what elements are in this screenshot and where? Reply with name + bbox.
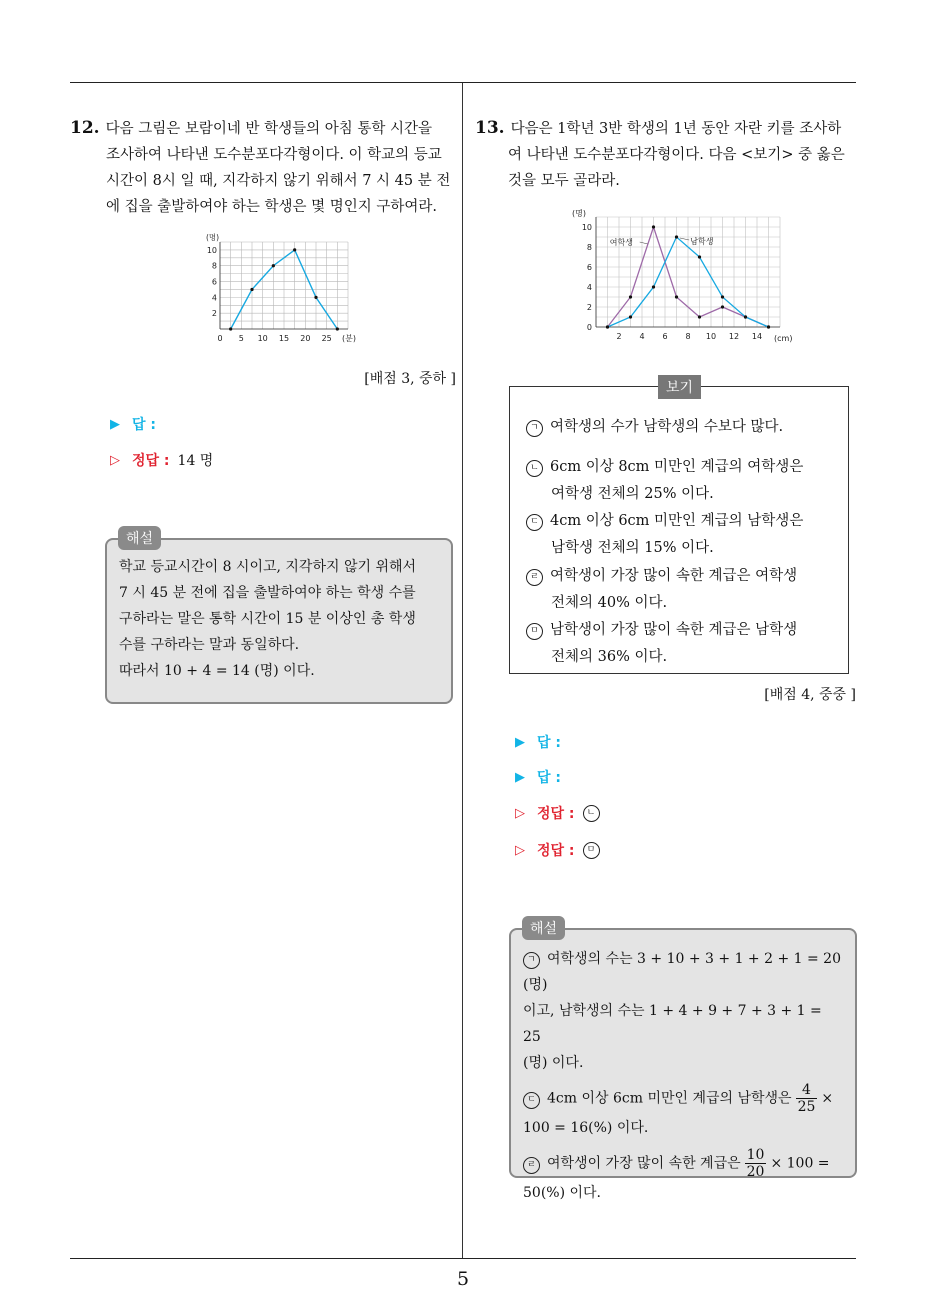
data-point [629, 315, 632, 318]
explain-line: 여학생의 수는 3 + 10 + 3 + 1 + 2 + 1 = 20 (명) [523, 951, 841, 993]
y-tick-label: 8 [211, 261, 217, 271]
bogi-item-text: 전체의 36% 이다. [551, 649, 668, 665]
x-tick-label: 15 [278, 334, 290, 343]
denominator: 25 [797, 1099, 816, 1115]
bogi-item [526, 563, 846, 617]
circled-mark: ㄱ [526, 420, 543, 437]
y-tick-label: 0 [586, 323, 592, 332]
circled-mark: ㄹ [523, 1157, 540, 1174]
data-point [675, 235, 678, 238]
q12-answer-row [110, 414, 164, 434]
data-point [314, 296, 317, 299]
x-tick-label: 10 [257, 334, 268, 343]
circled-mark: ㅁ [526, 623, 543, 640]
commute-time-chart [190, 228, 370, 348]
data-point [698, 315, 701, 318]
explain-line: 100 = 16(%) 이다. [523, 1120, 649, 1136]
numerator: 4 [796, 1082, 818, 1099]
q13-correct-row [515, 840, 607, 860]
circled-mark: ㄷ [523, 1092, 540, 1109]
correct-label: 정답 : [537, 806, 575, 822]
circled-mark: ㄹ [526, 569, 543, 586]
x-tick-label: 10 [705, 332, 717, 341]
data-point [767, 325, 770, 328]
page-number: 5 [456, 1268, 470, 1290]
answer-label: 답 : [537, 735, 561, 751]
x-tick-label: 12 [728, 332, 740, 341]
data-point [229, 327, 232, 330]
bogi-item-text: 여학생의 수가 남학생의 수보다 많다. [550, 419, 784, 435]
explain-tag: 해설 [118, 526, 161, 550]
x-tick-label: 5 [238, 334, 244, 343]
y-tick-label: 4 [211, 293, 217, 303]
q13-explanation-box [509, 928, 857, 1201]
q12-correct-row [110, 450, 213, 470]
y-tick-label: 6 [586, 263, 592, 272]
bogi-item-text: 남학생 전체의 15% 이다. [551, 540, 714, 556]
legend-leader [640, 242, 648, 244]
fraction [796, 1082, 818, 1115]
question-text-line: 조사하여 나타낸 도수분포다각형이다. 이 학교의 등교 [106, 147, 442, 163]
question-13 [475, 115, 865, 194]
data-point [250, 288, 253, 291]
correct-value: 14 명 [177, 453, 214, 469]
bogi-item-text: 전체의 40% 이다. [551, 595, 668, 611]
bottom-rule [70, 1258, 856, 1259]
explain-line: (명) 이다. [523, 1055, 584, 1071]
y-tick-label: 8 [586, 243, 592, 252]
bogi-item [526, 508, 846, 562]
bogi-item [526, 414, 846, 441]
explain-line: 구하라는 말은 통학 시간이 15 분 이상인 총 학생 [119, 611, 416, 627]
question-number: 12. [70, 118, 100, 138]
circled-mark: ㄱ [523, 952, 540, 969]
data-point [675, 295, 678, 298]
legend-label-boys: 남학생 [690, 237, 714, 246]
question-text-line: 에 집을 출발하여야 하는 학생은 몇 명인지 구하여라. [106, 199, 438, 215]
explain-line: 7 시 45 분 전에 집을 출발하여야 하는 학생 수를 [119, 585, 416, 601]
x-axis-label: (분) [342, 334, 356, 343]
explain-line: 여학생이 가장 많이 속한 계급은 [547, 1155, 741, 1172]
y-axis-label: (명) [206, 233, 220, 242]
x-axis-label: (cm) [774, 334, 793, 343]
height-growth-chart [560, 205, 800, 345]
y-axis-label: (명) [572, 209, 586, 218]
question-text-line: 것을 모두 골라라. [508, 173, 620, 189]
q13-answer-row [515, 767, 569, 787]
data-point [272, 264, 275, 267]
question-number: 13. [475, 118, 505, 138]
bogi-item-text: 여학생 전체의 25% 이다. [551, 486, 714, 502]
data-point [652, 225, 655, 228]
x-tick-label: 0 [217, 334, 223, 343]
data-point [744, 315, 747, 318]
correct-label: 정답 : [537, 843, 575, 859]
outline-triangle-icon: ▷ [515, 805, 525, 821]
data-point [652, 285, 655, 288]
question-12 [70, 115, 456, 220]
q13-answer-row [515, 732, 569, 752]
explain-line: 50(%) 이다. [523, 1185, 601, 1201]
answer-label: 답 : [132, 417, 156, 433]
correct-label: 정답 : [132, 453, 170, 469]
x-tick-label: 8 [685, 332, 691, 341]
data-point [629, 295, 632, 298]
data-point [721, 305, 724, 308]
data-point [606, 325, 609, 328]
bogi-tag: 보기 [658, 375, 701, 399]
question-text-line: 다음은 1학년 3반 학생의 1년 동안 자란 키를 조사하 [510, 121, 842, 137]
q12-score: [배점 3, 중하 ] [364, 371, 456, 387]
bogi-item-text: 6cm 이상 8cm 미만인 계급의 여학생은 [550, 459, 804, 475]
data-point [336, 327, 339, 330]
explain-tag: 해설 [522, 916, 565, 940]
data-point [721, 295, 724, 298]
play-icon: ▶ [515, 734, 525, 750]
explain-line: 따라서 10 + 4 = 14 (명) 이다. [119, 663, 315, 679]
explain-line: × 100 = [770, 1155, 830, 1172]
outline-triangle-icon: ▷ [110, 452, 120, 468]
circled-mark: ㄷ [526, 514, 543, 531]
fraction [745, 1147, 767, 1180]
q13-correct-row [515, 803, 607, 823]
question-text-line: 다음 그림은 보람이네 반 학생들의 아침 통학 시간을 [105, 121, 432, 137]
y-tick-label: 10 [206, 245, 217, 255]
y-tick-label: 6 [211, 277, 217, 287]
y-tick-label: 10 [581, 223, 592, 232]
column-divider [462, 83, 463, 1258]
data-point [293, 248, 296, 251]
explain-line: 학교 등교시간이 8 시이고, 지각하지 않기 위해서 [119, 559, 417, 575]
q13-score: [배점 4, 중중 ] [764, 687, 856, 703]
play-icon: ▶ [515, 769, 525, 785]
chart-grid [596, 217, 780, 327]
circled-mark: ㄴ [583, 805, 600, 822]
bogi-item-text: 여학생이 가장 많이 속한 계급은 여학생 [550, 568, 798, 584]
x-tick-label: 14 [751, 332, 763, 341]
explain-line: 4cm 이상 6cm 미만인 계급의 남학생은 [547, 1090, 792, 1107]
answer-label: 답 : [537, 770, 561, 786]
question-text-line: 여 나타낸 도수분포다각형이다. 다음 <보기> 중 옳은 [508, 147, 845, 163]
explain-line: 이고, 남학생의 수는 1 + 4 + 9 + 7 + 3 + 1 = 25 [523, 1003, 822, 1045]
circled-mark: ㄴ [526, 460, 543, 477]
question-text-line: 시간이 8시 일 때, 지각하지 않기 위해서 7 시 45 분 전 [106, 173, 451, 189]
x-tick-label: 25 [321, 334, 332, 343]
x-tick-label: 20 [300, 334, 311, 343]
x-tick-label: 2 [616, 332, 622, 341]
x-tick-label: 4 [639, 332, 645, 341]
explain-line: 수를 구하라는 말과 동일하다. [119, 637, 300, 653]
play-icon: ▶ [110, 416, 120, 432]
times-sign: × [821, 1090, 834, 1107]
bogi-item-text: 4cm 이상 6cm 미만인 계급의 남학생은 [550, 513, 804, 529]
bogi-item [526, 617, 846, 671]
top-rule [70, 82, 856, 83]
chart-labels [206, 232, 356, 343]
numerator: 10 [746, 1147, 765, 1163]
denominator: 20 [746, 1164, 765, 1180]
y-tick-label: 2 [211, 309, 217, 319]
bogi-item [526, 454, 846, 508]
y-tick-label: 4 [586, 283, 592, 292]
data-point [698, 255, 701, 258]
x-tick-label: 6 [662, 332, 668, 341]
bogi-item-text: 남학생이 가장 많이 속한 계급은 남학생 [550, 622, 798, 638]
outline-triangle-icon: ▷ [515, 842, 525, 858]
circled-mark: ㅁ [583, 842, 600, 859]
q12-explanation-box [105, 538, 453, 704]
y-tick-label: 2 [586, 303, 592, 312]
legend-label-girls: 여학생 [609, 238, 633, 247]
